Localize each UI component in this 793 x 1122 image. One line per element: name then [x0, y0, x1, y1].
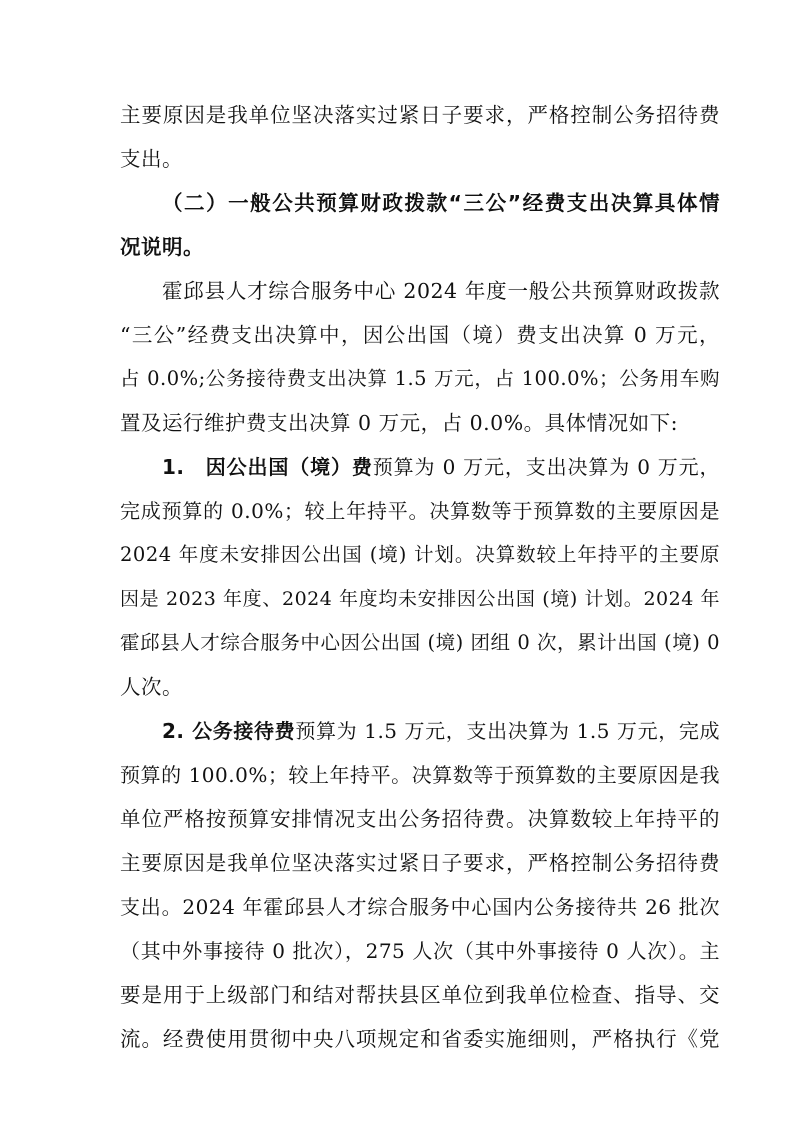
text-line: 主要原因是我单位坚决落实过紧日子要求，严格控制公务招待费 — [120, 103, 720, 127]
text-line: 主要原因是我单位坚决落实过紧日子要求，严格控制公务招待费 — [120, 851, 720, 875]
text-line: 占 0.0%;公务接待费支出决算 1.5 万元，占 100.0%；公务用车购 — [120, 367, 720, 390]
text-line: 流。经费使用贯彻中央八项规定和省委实施细则，严格执行《党 — [120, 1027, 720, 1051]
text-line: 人次。 — [120, 675, 183, 699]
subsection-title: 2. 公务接待费 — [162, 719, 296, 743]
text-line: 支出。2024 年霍邱县人才综合服务中心国内公务接待共 26 批次 — [120, 895, 720, 919]
text-line: 预算的 100.0%；较上年持平。决算数等于预算数的主要原因是我 — [120, 763, 720, 787]
section-heading-continued: 况说明。 — [120, 235, 204, 259]
text-line: 2024 年度未安排因公出国 (境) 计划。决算数较上年持平的主要原 — [120, 543, 720, 566]
subsection-title: 1. 因公出国（境）费 — [162, 455, 373, 479]
text-line: 支出。 — [120, 147, 183, 171]
subsection-line — [162, 445, 720, 489]
text-line: 霍邱县人才综合服务中心因公出国 (境) 团组 0 次，累计出国 (境) 0 — [120, 631, 720, 654]
subsection-text: 预算为 1.5 万元，支出决算为 1.5 万元，完成 — [295, 719, 720, 743]
text-line: 单位严格按预算安排情况支出公务招待费。决算数较上年持平的 — [120, 807, 720, 831]
text-line: “三公”经费支出决算中，因公出国（境）费支出决算 0 万元， — [120, 323, 720, 347]
text-line: 置及运行维护费支出决算 0 万元，占 0.0%。具体情况如下: — [120, 411, 679, 435]
subsection-line — [162, 709, 720, 753]
text-line: （其中外事接待 0 批次），275 人次（其中外事接待 0 人次）。主 — [120, 939, 720, 963]
text-line: 要是用于上级部门和结对帮扶县区单位到我单位检查、指导、交 — [120, 983, 720, 1007]
text-line: 因是 2023 年度、2024 年度均未安排因公出国 (境) 计划。2024 年 — [120, 588, 720, 610]
text-line: 完成预算的 0.0%；较上年持平。决算数等于预算数的主要原因是 — [120, 499, 720, 523]
text-line: 霍邱县人才综合服务中心 2024 年度一般公共预算财政拨款 — [162, 279, 720, 303]
subsection-text: 预算为 0 万元，支出决算为 0 万元， — [372, 455, 720, 479]
section-heading: （二）一般公共预算财政拨款“三公”经费支出决算具体情 — [162, 191, 720, 215]
